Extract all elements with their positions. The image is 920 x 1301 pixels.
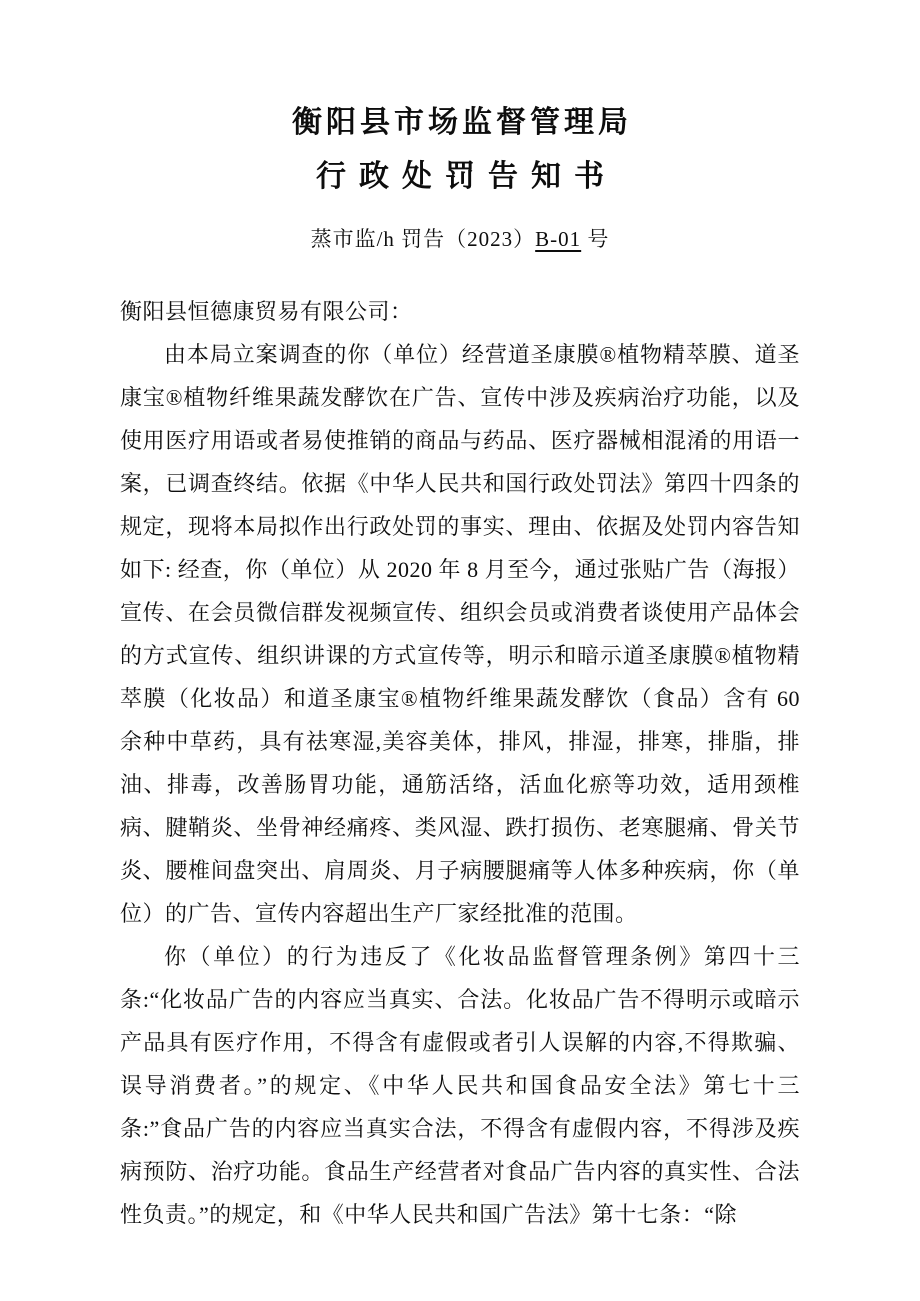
recipient-line: 衡阳县恒德康贸易有限公司： <box>120 299 413 324</box>
document-body <box>120 290 800 1236</box>
paragraph-facts: 由本局立案调查的你（单位）经营道圣康膜®植物精萃膜、道圣康宝®植物纤维果蔬发酵饮在广告、宣传中涉及疾病治疗功能，以及使用医疗用语或者易使推销的商品与药品、医疗器械相混淆的用语一案，已调查终结。依据《中华人民共和国行政处罚法》第四十四条的规定，现将本局拟作出行政处罚的事实、理由、依据及处罚内容告知如下: 经查，你（单位）从 2020 年 8 月至今，通过张贴广告（海报）宣传、在会员微信群发视频宣传、组织会员或消费者谈使用产品体会的方式宣传、组织讲课的方式宣传等，明示和暗示道圣康膜®植物精萃膜（化妆品）和道圣康宝®植物纤维果蔬发酵饮（食品）含有 60 余种中草药，具有祛寒湿,美容美体，排风，排湿，排寒，排脂，排油、排毒，改善肠胃功能，通筋活络，活血化瘀等功效，适用颈椎病、腱鞘炎、坐骨神经痛疼、类风湿、跌打损伤、老寒腿痛、骨关节炎、腰椎间盘突出、肩周炎、月子病腰腿痛等人体多种疾病，你（单位）的广告、宣传内容超出生产厂家经批准的范围。 <box>120 342 800 926</box>
document-title-line2: 行政处罚告知书 <box>316 160 617 193</box>
document-number <box>120 218 800 260</box>
document-number-prefix: 蒸市监/h 罚告（2023） <box>310 227 536 251</box>
document-number-value: B-01 <box>535 227 582 251</box>
paragraph-legal-basis: 你（单位）的行为违反了《化妆品监督管理条例》第四十三条:“化妆品广告的内容应当真实、合法。化妆品广告不得明示或暗示产品具有医疗作用，不得含有虚假或者引人误解的内容,不得欺骗、误导消费者。”的规定、《中华人民共和国食品安全法》第七十三条:”食品广告的内容应当真实合法，不得含有虚假内容，不得涉及疾病预防、治疗功能。食品生产经营者对食品广告内容的真实性、合法性负责。”的规定，和《中华人民共和国广告法》第十七条：“除 <box>120 944 800 1227</box>
document-title-line1: 衡阳县市场监督管理局 <box>292 106 632 139</box>
document-header <box>120 96 800 260</box>
document-number-suffix: 号 <box>581 227 610 251</box>
